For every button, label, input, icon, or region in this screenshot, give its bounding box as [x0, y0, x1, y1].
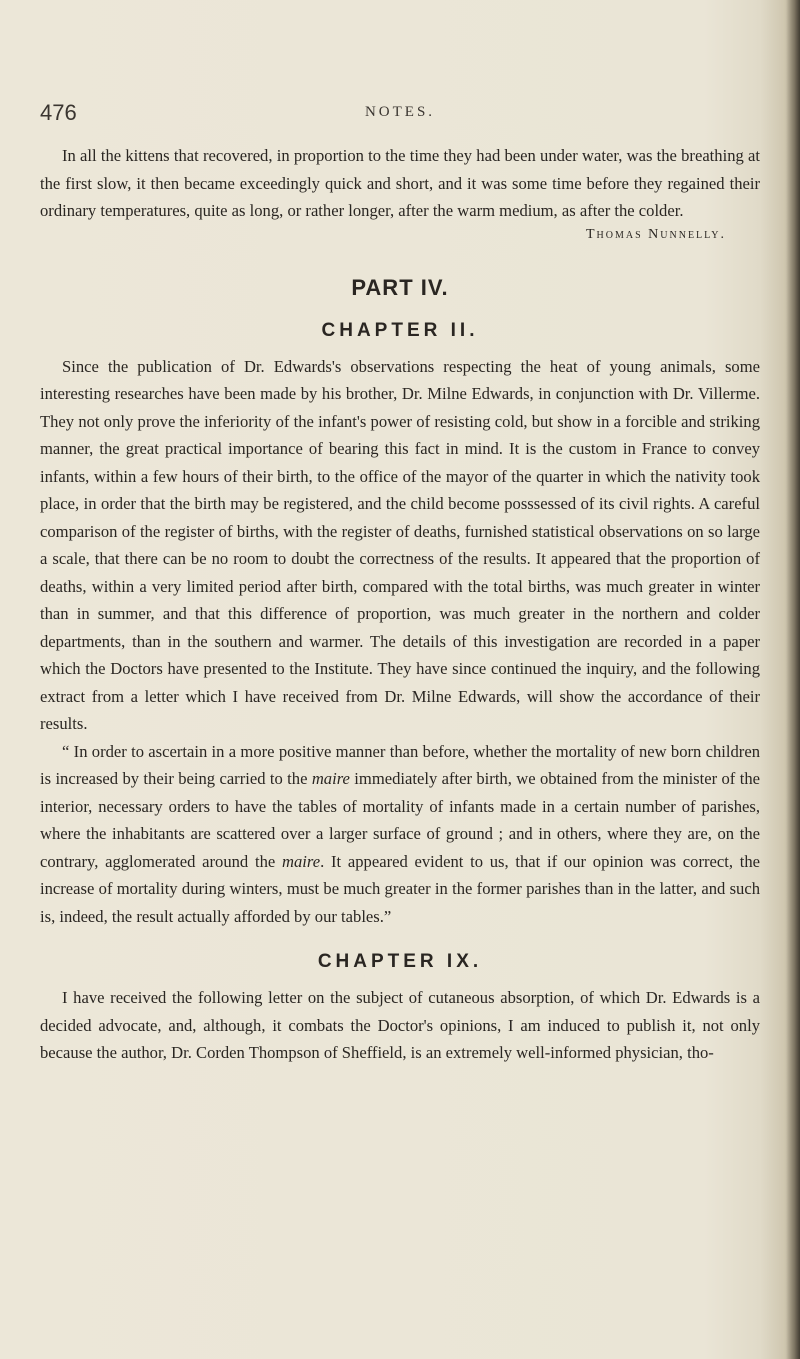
part-heading: PART IV. — [351, 274, 449, 300]
quote-text-before: “ In order to ascertain in a more positive manner than before, whether the mortality of new born children is increased by their being carried to the — [40, 741, 760, 788]
quote-maire-term: maire — [311, 769, 350, 788]
quote-text-after: . It appeared evident to us, that if our opinion was correct, the increase of mortality during winters, must be much greater in the former parishes than in the latter, and such is, indeed, the result actually afforded by our tables.” — [40, 851, 760, 926]
running-head — [40, 100, 760, 140]
running-title: NOTES. — [364, 104, 436, 120]
page-number: 476 — [40, 100, 77, 125]
notes-paragraph: In all the kittens that recovered, in proportion to the time they had been under water, was the breathing at the first slow, it then became exceedingly quick and short, and it was some time before they regained their ordinary temperatures, quite as long, or rather longer, after the warm medium, as after the colder. — [40, 146, 760, 220]
edwards-letter-quote — [40, 738, 760, 931]
quote-maire-term: maire — [282, 851, 321, 871]
binding-shadow — [786, 0, 800, 1359]
chapter-ii-paragraph: Since the publication of Dr. Edwards's observations respecting the heat of young animals, some interesting researches have been made by his brother, Dr. Milne Edwards, in conjunction with Dr. Villerme. They not only prove the inferiority of the infant's power of resisting cold, but show in a forcible and striking manner, the great practical importance of bearing this fact in mind. It is the custom in France to convey infants, within a few hours of their birth, to the office of the mayor of the quarter in which the nativity took place, in order that the birth may be registered, and the child become posssessed of its civil rights. A careful comparison of the register of births, with the register of deaths, furnished statistical observations on so large a scale, that there can be no room to doubt the correctness of the results. It appeared that the proportion of deaths, within a very limited period after birth, compared with the total births, was much greater in winter than in summer, and that this difference of proportion, was much greater in the northern and colder departments, than in the southern and warmer. The details of this investigation are recorded in a paper which the Doctors have presented to the Institute. They have since continued the inquiry, and the following extract from a letter which I have received from Dr. Milne Edwards, will show the accordance of their results. — [40, 356, 760, 733]
chapter-ix-heading: CHAPTER IX. — [317, 951, 483, 972]
chapter-ii-heading: CHAPTER II. — [321, 319, 479, 341]
page-content — [40, 100, 760, 1067]
quote-text-middle: immediately after birth, we obtained from the minister of the interior, necessary orders to have the tables of mortality of infants made in a certain number of parishes, where the inhabitants are scattered over a larger surface of ground ; and in others, where they are, on the contrary, agglomerated around the — [40, 769, 760, 871]
author-signature: Thomas Nunnelly. — [586, 226, 726, 242]
chapter-ix-paragraph: I have received the following letter on the subject of cutaneous absorption, of which Dr. Edwards is a decided advocate, and, although, it combats the Doctor's opinions, I am induced to publish it, not only because the author, Dr. Corden Thompson of Sheffield, is an extremely well-informed physician, tho- — [40, 988, 760, 1062]
